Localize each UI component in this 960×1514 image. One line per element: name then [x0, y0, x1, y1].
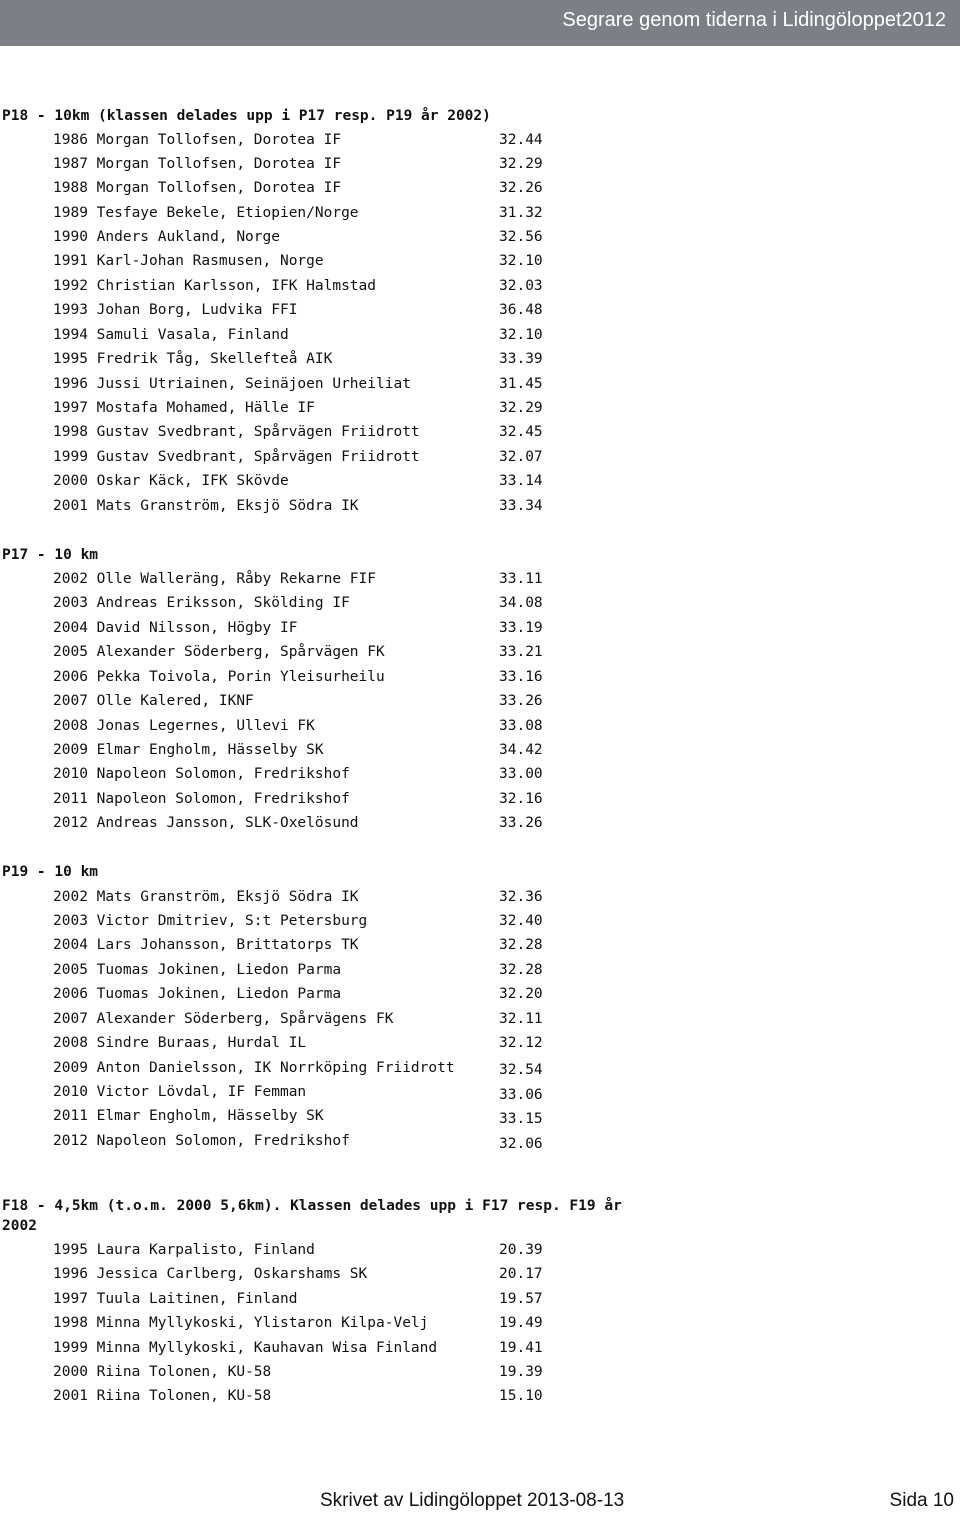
result-entry: 1996 Jessica Carlberg, Oskarshams SK	[53, 1266, 368, 1282]
result-time: 32.06	[499, 1136, 543, 1152]
result-entry: 1999 Gustav Svedbrant, Spårvägen Friidrott	[53, 449, 420, 465]
result-entry: 2010 Napoleon Solomon, Fredrikshof	[53, 766, 350, 782]
section-heading-p17: P17 - 10 km	[2, 547, 99, 563]
result-time: 31.45	[499, 376, 543, 392]
result-entry: 2011 Napoleon Solomon, Fredrikshof	[53, 791, 350, 807]
result-time: 32.28	[499, 962, 543, 978]
result-time: 32.45	[499, 424, 543, 440]
page-header	[0, 0, 960, 46]
result-time: 20.39	[499, 1242, 543, 1258]
result-time: 32.28	[499, 937, 543, 953]
result-time: 33.26	[499, 693, 543, 709]
result-entry: 2000 Oskar Käck, IFK Skövde	[53, 473, 289, 489]
result-entry: 1987 Morgan Tollofsen, Dorotea IF	[53, 156, 342, 172]
result-time: 32.20	[499, 986, 543, 1002]
result-entry: 2011 Elmar Engholm, Hässelby SK	[53, 1108, 324, 1124]
result-entry: 2010 Victor Lövdal, IF Femman	[53, 1084, 307, 1100]
result-time: 32.07	[499, 449, 543, 465]
result-time: 36.48	[499, 302, 543, 318]
result-entry: 1986 Morgan Tollofsen, Dorotea IF	[53, 132, 342, 148]
result-time: 19.49	[499, 1315, 543, 1331]
result-entry: 1997 Mostafa Mohamed, Hälle IF	[53, 400, 315, 416]
result-time: 33.19	[499, 620, 543, 636]
result-entry: 2005 Tuomas Jokinen, Liedon Parma	[53, 962, 342, 978]
result-entry: 2006 Tuomas Jokinen, Liedon Parma	[53, 986, 342, 1002]
result-entry: 2002 Olle Walleräng, Råby Rekarne FIF	[53, 571, 377, 587]
result-entry: 2004 David Nilsson, Högby IF	[53, 620, 298, 636]
result-entry: 2008 Jonas Legernes, Ullevi FK	[53, 718, 315, 734]
result-entry: 1995 Laura Karpalisto, Finland	[53, 1242, 315, 1258]
section-heading-p19: P19 - 10 km	[2, 864, 99, 880]
result-time: 33.15	[499, 1111, 543, 1127]
result-entry: 2000 Riina Tolonen, KU-58	[53, 1364, 272, 1380]
result-entry: 2001 Mats Granström, Eksjö Södra IK	[53, 498, 359, 514]
result-time: 33.21	[499, 644, 543, 660]
result-entry: 1996 Jussi Utriainen, Seinäjoen Urheiliat	[53, 376, 411, 392]
document-title: Segrare genom tiderna i Lidingöloppet2012	[562, 9, 946, 31]
result-entry: 2004 Lars Johansson, Brittatorps TK	[53, 937, 359, 953]
result-entry: 2003 Andreas Eriksson, Skölding IF	[53, 595, 350, 611]
result-time: 31.32	[499, 205, 543, 221]
result-entry: 1990 Anders Aukland, Norge	[53, 229, 280, 245]
result-entry: 1997 Tuula Laitinen, Finland	[53, 1291, 298, 1307]
result-time: 33.34	[499, 498, 543, 514]
result-time: 32.29	[499, 400, 543, 416]
result-time: 19.41	[499, 1340, 543, 1356]
result-time: 33.39	[499, 351, 543, 367]
footer-written-by: Skrivet av Lidingöloppet 2013-08-13	[320, 1490, 625, 1511]
section-heading-f18-continued: 2002	[2, 1218, 37, 1234]
result-entry: 1998 Gustav Svedbrant, Spårvägen Friidrott	[53, 424, 420, 440]
result-time: 33.26	[499, 815, 543, 831]
result-entry: 2003 Victor Dmitriev, S:t Petersburg	[53, 913, 368, 929]
result-entry: 2012 Napoleon Solomon, Fredrikshof	[53, 1133, 350, 1149]
result-time: 20.17	[499, 1266, 543, 1282]
result-time: 32.29	[499, 156, 543, 172]
result-entry: 1993 Johan Borg, Ludvika FFI	[53, 302, 298, 318]
result-time: 32.10	[499, 253, 543, 269]
section-heading-f18: F18 - 4,5km (t.o.m. 2000 5,6km). Klassen delades upp i F17 resp. F19 år	[2, 1198, 622, 1214]
result-entry: 1988 Morgan Tollofsen, Dorotea IF	[53, 180, 342, 196]
result-entry: 2001 Riina Tolonen, KU-58	[53, 1388, 272, 1404]
result-entry: 1992 Christian Karlsson, IFK Halmstad	[53, 278, 377, 294]
result-time: 32.44	[499, 132, 543, 148]
result-time: 32.54	[499, 1062, 543, 1078]
result-entry: 1998 Minna Myllykoski, Ylistaron Kilpa-Velj	[53, 1315, 429, 1331]
result-entry: 2012 Andreas Jansson, SLK-Oxelösund	[53, 815, 359, 831]
result-entry: 2009 Elmar Engholm, Hässelby SK	[53, 742, 324, 758]
result-time: 34.08	[499, 595, 543, 611]
result-time: 32.26	[499, 180, 543, 196]
result-time: 15.10	[499, 1388, 543, 1404]
result-time: 33.06	[499, 1087, 543, 1103]
result-time: 33.16	[499, 669, 543, 685]
result-entry: 2007 Olle Kalered, IKNF	[53, 693, 254, 709]
result-time: 32.40	[499, 913, 543, 929]
result-time: 33.14	[499, 473, 543, 489]
result-time: 34.42	[499, 742, 543, 758]
result-time: 33.11	[499, 571, 543, 587]
result-time: 32.03	[499, 278, 543, 294]
result-entry: 1994 Samuli Vasala, Finland	[53, 327, 289, 343]
footer-page-number: Sida 10	[889, 1490, 954, 1511]
result-time: 19.39	[499, 1364, 543, 1380]
result-entry: 2002 Mats Granström, Eksjö Södra IK	[53, 889, 359, 905]
result-entry: 1989 Tesfaye Bekele, Etiopien/Norge	[53, 205, 359, 221]
result-entry: 1995 Fredrik Tåg, Skellefteå AIK	[53, 351, 333, 367]
result-time: 32.36	[499, 889, 543, 905]
section-heading-p18: P18 - 10km (klassen delades upp i P17 resp. P19 år 2002)	[2, 108, 491, 124]
result-time: 19.57	[499, 1291, 543, 1307]
result-time: 32.10	[499, 327, 543, 343]
result-time: 32.16	[499, 791, 543, 807]
result-time: 33.00	[499, 766, 543, 782]
result-time: 32.11	[499, 1011, 543, 1027]
result-entry: 2006 Pekka Toivola, Porin Yleisurheilu	[53, 669, 385, 685]
result-entry: 2005 Alexander Söderberg, Spårvägen FK	[53, 644, 385, 660]
result-entry: 2008 Sindre Buraas, Hurdal IL	[53, 1035, 307, 1051]
result-time: 33.08	[499, 718, 543, 734]
result-time: 32.12	[499, 1035, 543, 1051]
result-entry: 2007 Alexander Söderberg, Spårvägens FK	[53, 1011, 394, 1027]
result-entry: 1999 Minna Myllykoski, Kauhavan Wisa Finland	[53, 1340, 438, 1356]
result-entry: 2009 Anton Danielsson, IK Norrköping Friidrott	[53, 1060, 455, 1076]
result-time: 32.56	[499, 229, 543, 245]
result-entry: 1991 Karl-Johan Rasmusen, Norge	[53, 253, 324, 269]
